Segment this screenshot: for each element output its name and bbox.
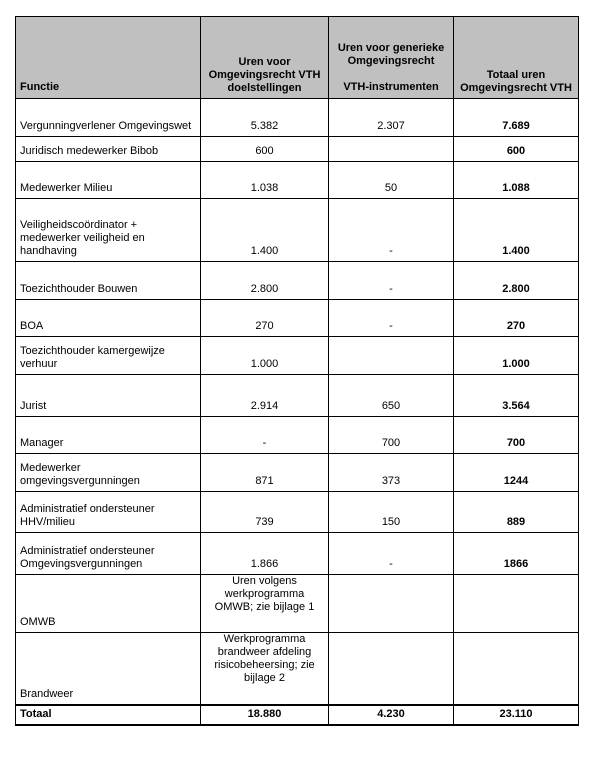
cell-functie: Jurist — [16, 375, 201, 417]
cell-doel: 2.914 — [201, 375, 329, 417]
cell-totaal: 1866 — [454, 533, 579, 575]
cell-functie: Veiligheidscoördinator + medewerker veiligheid en handhaving — [16, 199, 201, 262]
vth-hours-table — [15, 16, 579, 726]
cell-totaal: 270 — [454, 300, 579, 337]
cell-generiek: - — [329, 533, 454, 575]
cell-functie: Medewerker omgevingsvergunningen — [16, 454, 201, 492]
cell-functie: Administratief ondersteuner HHV/milieu — [16, 492, 201, 533]
table-row — [16, 300, 579, 337]
cell-generiek — [329, 137, 454, 162]
cell-doel: 1.000 — [201, 337, 329, 375]
cell-generiek: 700 — [329, 417, 454, 454]
cell-totaal: 1.000 — [454, 337, 579, 375]
cell-generiek — [329, 337, 454, 375]
cell-functie: Juridisch medewerker Bibob — [16, 137, 201, 162]
table-row — [16, 162, 579, 199]
table-row — [16, 454, 579, 492]
cell-generiek — [329, 575, 454, 633]
cell-generiek — [329, 633, 454, 705]
table-row — [16, 492, 579, 533]
cell-doel: Uren volgens werkprogramma OMWB; zie bijlage 1 — [201, 575, 329, 633]
cell-totaal: 2.800 — [454, 262, 579, 300]
table-row — [16, 375, 579, 417]
cell-functie: OMWB — [16, 575, 201, 633]
total-generiek: 4.230 — [329, 705, 454, 725]
cell-generiek: - — [329, 300, 454, 337]
cell-generiek: 150 — [329, 492, 454, 533]
header-totaal: Totaal uren Omgevingsrecht VTH — [454, 17, 579, 99]
cell-doel: 1.038 — [201, 162, 329, 199]
table-row — [16, 337, 579, 375]
cell-generiek: - — [329, 199, 454, 262]
table-header-row — [16, 17, 579, 99]
cell-functie: BOA — [16, 300, 201, 337]
cell-doel: 871 — [201, 454, 329, 492]
cell-totaal: 889 — [454, 492, 579, 533]
cell-totaal: 1.088 — [454, 162, 579, 199]
table-row — [16, 99, 579, 137]
cell-functie: Brandweer — [16, 633, 201, 705]
cell-totaal — [454, 575, 579, 633]
cell-generiek: - — [329, 262, 454, 300]
total-row — [16, 705, 579, 725]
table-row — [16, 533, 579, 575]
cell-totaal: 1.400 — [454, 199, 579, 262]
cell-functie: Vergunningverlener Omgevingswet — [16, 99, 201, 137]
header-generiek — [329, 17, 454, 99]
table-row — [16, 575, 579, 633]
cell-generiek: 50 — [329, 162, 454, 199]
cell-functie: Medewerker Milieu — [16, 162, 201, 199]
cell-generiek: 373 — [329, 454, 454, 492]
table-row — [16, 633, 579, 705]
cell-totaal: 7.689 — [454, 99, 579, 137]
header-doel: Uren voor Omgevingsrecht VTH doelstellingen — [201, 17, 329, 99]
table-row — [16, 137, 579, 162]
table-row — [16, 199, 579, 262]
cell-doel: - — [201, 417, 329, 454]
total-doel: 18.880 — [201, 705, 329, 725]
cell-doel: 600 — [201, 137, 329, 162]
header-generiek-bottom: VTH-instrumenten — [343, 81, 439, 93]
total-totaal: 23.110 — [454, 705, 579, 725]
cell-doel: 5.382 — [201, 99, 329, 137]
header-generiek-top: Uren voor generieke Omgevingsrecht — [337, 42, 445, 67]
table-row — [16, 262, 579, 300]
cell-functie: Toezichthouder Bouwen — [16, 262, 201, 300]
cell-totaal: 1244 — [454, 454, 579, 492]
cell-doel: 739 — [201, 492, 329, 533]
cell-totaal: 3.564 — [454, 375, 579, 417]
cell-doel: 1.866 — [201, 533, 329, 575]
cell-functie: Toezichthouder kamergewijze verhuur — [16, 337, 201, 375]
cell-generiek: 650 — [329, 375, 454, 417]
table-row — [16, 417, 579, 454]
cell-totaal: 700 — [454, 417, 579, 454]
cell-totaal — [454, 633, 579, 705]
header-functie: Functie — [16, 17, 201, 99]
cell-doel: Werkprogramma brandweer afdeling risicobeheersing; zie bijlage 2 — [201, 633, 329, 705]
cell-functie: Administratief ondersteuner Omgevingsvergunningen — [16, 533, 201, 575]
cell-totaal: 600 — [454, 137, 579, 162]
cell-doel: 270 — [201, 300, 329, 337]
total-label: Totaal — [16, 705, 201, 725]
cell-functie: Manager — [16, 417, 201, 454]
cell-generiek: 2.307 — [329, 99, 454, 137]
cell-doel: 2.800 — [201, 262, 329, 300]
cell-doel: 1.400 — [201, 199, 329, 262]
